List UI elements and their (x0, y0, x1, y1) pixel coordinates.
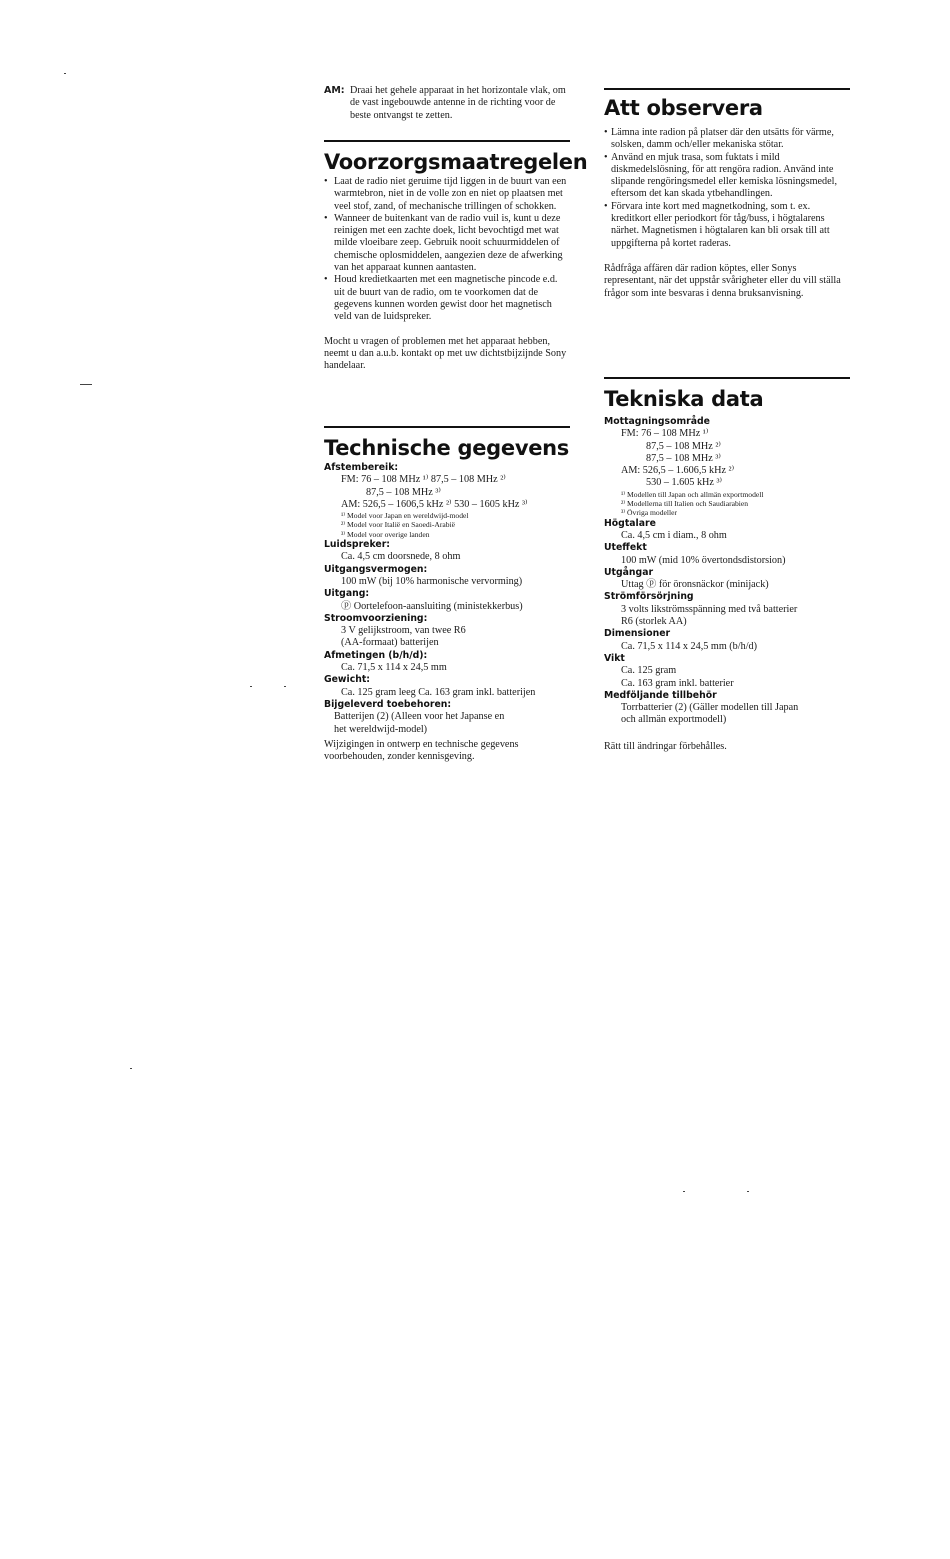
list-item: • Laat de radio niet geruime tijd liggen in de buurt van een warmtebron, niet in de volle zon en niet op plaatsen met veel stof, zand, of mechanische trillingen of schokken. (324, 176, 570, 213)
footnote: ¹⁾ Modellen till Japan och allmän exportmodell (621, 489, 764, 499)
supply-value: 3 V gelijkstroom, van twee R6 (341, 625, 466, 637)
scan-speck (683, 1191, 685, 1192)
scan-speck (130, 1068, 132, 1069)
output-label: Uitgang: (324, 588, 370, 600)
observe-footer: Rådfråga affären där radion köptes, eller Sonys representant, när det uppstår svårigheter eller du vill ställa frågor som inte besvaras i denna bruksanvisning. (604, 262, 841, 299)
power-value: 100 mW (mid 10% övertondsdistorsion) (621, 554, 786, 566)
footnote: ³⁾ Övriga modeller (621, 508, 678, 518)
speaker-label: Högtalare (604, 517, 656, 529)
weight-value: Ca. 125 gram leeg Ca. 163 gram inkl. batterijen (341, 686, 536, 698)
specs-section (324, 462, 570, 763)
am-line: AM: 526,5 – 1606,5 kHz ²⁾ 530 – 1605 kHz ³⁾ (341, 498, 528, 510)
weight-value: Ca. 125 gram (621, 665, 677, 677)
fm-line: 87,5 – 108 MHz ³⁾ (366, 486, 441, 498)
supply-value: R6 (storlek AA) (621, 616, 687, 628)
accessories-label: Medföljande tillbehör (604, 689, 717, 701)
fm-line: 87,5 – 108 MHz ²⁾ (646, 440, 721, 452)
observe-list (604, 127, 850, 250)
scan-speck (250, 686, 252, 687)
supply-value: 3 volts likströmsspänning med två batterier (621, 603, 798, 615)
section-rule (324, 140, 570, 142)
power-label: Uitgangsvermogen: (324, 563, 428, 575)
dimensions-label: Dimensioner (604, 628, 671, 640)
range-label: Afstembereik: (324, 462, 399, 473)
scan-speck (64, 73, 66, 74)
am-instruction-text: Draai het gehele apparaat in het horizontale vlak, om de vast ingebouwde antenne in de richting voor de beste ontvangst te zetten. (350, 85, 566, 121)
list-item: • Förvara inte kort med magnetkodning, som t. ex. kreditkort eller periodkort för tåg/buss, i högtalarens närhet. Magnetismen i högtalaren kan bli orsak till att uppgifterna på kortet raderas. (604, 201, 850, 250)
section-rule (324, 426, 570, 428)
accessories-value: Torrbatterier (2) (Gäller modellen till Japan (621, 702, 799, 714)
scan-speck (747, 1191, 749, 1192)
tech-data-footer: Rätt till ändringar förbehålles. (604, 740, 727, 752)
accessories-value: och allmän exportmodell) (621, 714, 727, 726)
output-label: Utgångar (604, 566, 654, 578)
weight-value: Ca. 163 gram inkl. batterier (621, 677, 734, 689)
dimensions-value: Ca. 71,5 x 114 x 24,5 mm (b/h/d) (621, 640, 758, 652)
observe-section (604, 127, 850, 300)
precautions-section (324, 176, 570, 372)
weight-label: Vikt (604, 652, 625, 664)
accessories-value: het wereldwijd-model) (334, 723, 428, 735)
supply-value: (AA-formaat) batterijen (341, 637, 439, 649)
fm-line: FM: 76 – 108 MHz ¹⁾ 87,5 – 108 MHz ²⁾ (341, 474, 506, 486)
precautions-list (324, 176, 570, 324)
footnote: ³⁾ Model voor overige landen (341, 529, 430, 539)
fm-line: FM: 76 – 108 MHz ¹⁾ (621, 428, 709, 440)
list-item: • Wanneer de buitenkant van de radio vuil is, kunt u deze reinigen met een zachte doek, licht bevochtigd met wat milde vloeibare zeep. Gebruik nooit schuurmiddelen of chemische oplosmiddelen, aangezien deze de afwerking van het apparaat kunnen aantasten. (324, 213, 570, 274)
am-label: AM: (324, 85, 345, 96)
footnote: ¹⁾ Model voor Japan en wereldwijd-model (341, 511, 469, 521)
output-value: ⓟ Oortelefoon-aansluiting (ministekkerbus) (341, 600, 523, 612)
speaker-label: Luidspreker: (324, 539, 391, 551)
fm-line: 87,5 – 108 MHz ³⁾ (646, 452, 721, 464)
dimensions-value: Ca. 71,5 x 114 x 24,5 mm (341, 662, 447, 674)
accessories-value: Batterijen (2) (Alleen voor het Japanse en (334, 711, 505, 723)
power-value: 100 mW (bij 10% harmonische vervorming) (341, 575, 523, 587)
tech-data-heading: Tekniska data (604, 387, 764, 411)
list-item: • Houd kredietkaarten met een magnetische pincode e.d. uit de buurt van de radio, om te voorkomen dat de gegevens kunnen worden gewist door het magnetisch veld van de luidspreker. (324, 274, 570, 323)
scan-speck (80, 384, 92, 385)
observe-heading: Att observera (604, 96, 763, 120)
supply-label: Strömförsörjning (604, 591, 694, 603)
list-item: • Lämna inte radion på platser där den utsätts för värme, solsken, damm och/eller mekaniska stötar. (604, 127, 850, 152)
power-label: Uteffekt (604, 542, 647, 554)
specs-footer: Wijzigingen in ontwerp en technische gegevens voorbehouden, zonder kennisgeving. (324, 738, 519, 763)
am-line: AM: 526,5 – 1.606,5 kHz ²⁾ (621, 465, 735, 477)
output-value: Uttag ⓟ för öronsnäckor (minijack) (621, 579, 769, 591)
speaker-value: Ca. 4,5 cm doorsnede, 8 ohm (341, 551, 461, 563)
am-instruction (324, 85, 570, 122)
footnote: ²⁾ Modellerna till Italien och Saudiarabien (621, 499, 749, 509)
list-item: • Använd en mjuk trasa, som fuktats i mild diskmedelslösning, för att rengöra radion. Använd inte slipande rengöringsmedel eller kemiska lösningsmedel, eftersom det kan skada ytbehandlingen. (604, 152, 850, 201)
footnote: ²⁾ Model voor Italië en Saoedi-Arabië (341, 520, 456, 530)
weight-label: Gewicht: (324, 674, 371, 686)
accessories-label: Bijgeleverd toebehoren: (324, 698, 452, 710)
tech-data-section (604, 416, 850, 753)
dimensions-label: Afmetingen (b/h/d): (324, 649, 428, 661)
precautions-heading: Voorzorgsmaatregelen (324, 150, 588, 174)
am-line: 530 – 1.605 kHz ³⁾ (646, 477, 723, 489)
range-label: Mottagningsområde (604, 416, 710, 427)
speaker-value: Ca. 4,5 cm i diam., 8 ohm (621, 529, 727, 541)
precautions-footer: Mocht u vragen of problemen met het apparaat hebben, neemt u dan a.u.b. kontakt op met uw dichtstbijzijnde Sony handelaar. (324, 335, 567, 372)
scan-speck (284, 686, 286, 687)
supply-label: Stroomvoorziening: (324, 612, 428, 624)
section-rule (604, 377, 850, 379)
specs-heading: Technische gegevens (324, 436, 570, 460)
section-rule (604, 88, 850, 90)
